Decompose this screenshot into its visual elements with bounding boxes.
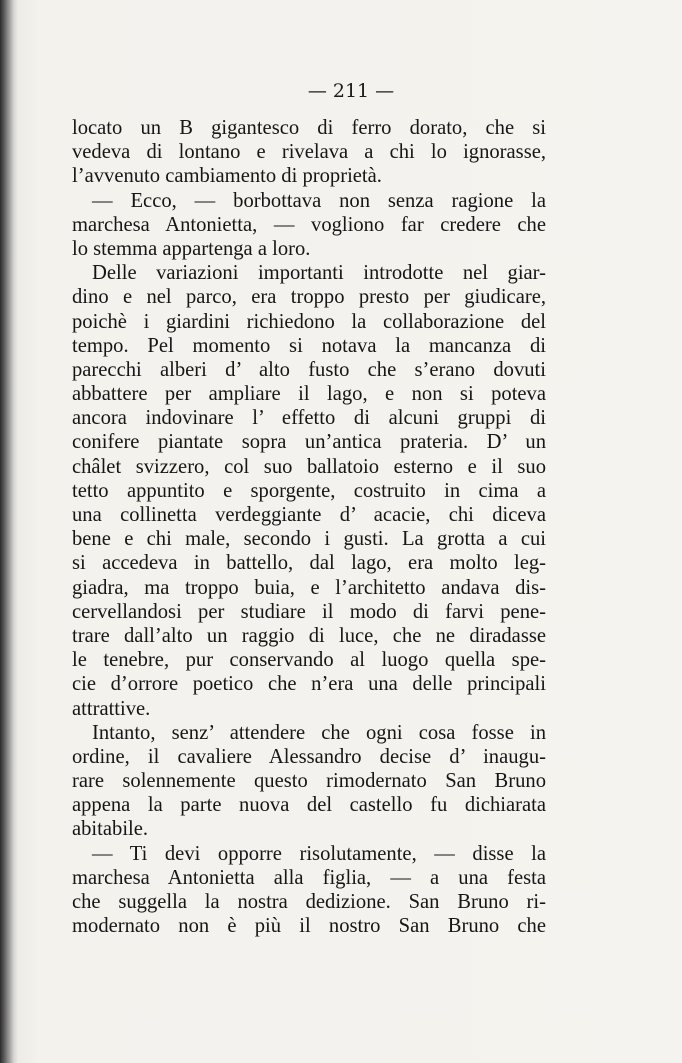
text-line: dino e nel parco, era troppo presto per giudicare,: [72, 286, 546, 309]
text-line: abitabile.: [72, 818, 149, 841]
text-line: attrattive.: [72, 697, 151, 720]
text-line: che suggella la nostra dedizione. San Bruno ri-: [72, 891, 546, 913]
text-line: châlet svizzero, col suo ballatoio esterno e il suo: [72, 455, 546, 478]
text-line: — Ti devi opporre risolutamente, — disse la: [92, 842, 546, 865]
text-line: rare solennemente questo rimodernato San Bruno: [72, 770, 546, 793]
text-line: poichè i giardini richiedono la collaborazione del: [72, 310, 546, 333]
text-line: abbattere per ampliare il lago, e non si poteva: [72, 383, 546, 406]
text-line: cie d’orrore poetico che n’era una delle principali: [72, 673, 546, 696]
page-number: — 211 —: [307, 80, 395, 102]
text-line: modernato non è più il nostro San Bruno che: [72, 915, 546, 938]
text-line: Intanto, senz’ attendere che ogni cosa fosse in: [92, 721, 546, 744]
text-line: ordine, il cavaliere Alessandro decise d’ inaugu-: [72, 745, 546, 768]
text-line: trare dall’alto un raggio di luce, che ne diradasse: [72, 624, 546, 647]
text-line: marchesa Antonietta, — vogliono far credere che: [72, 213, 546, 236]
text-line: parecchi alberi d’ alto fusto che s’erano dovuti: [72, 358, 546, 381]
text-line: appena la parte nuova del castello fu dichiarata: [72, 794, 546, 817]
text-line: l’avvenuto cambiamento di proprietà.: [72, 165, 382, 188]
text-line: bene e chi male, secondo i gusti. La grotta a cui: [72, 528, 546, 551]
text-line: giadra, ma troppo buia, e l’architetto andava dis-: [72, 576, 546, 599]
text-line: locato un B gigantesco di ferro dorato, che si: [72, 117, 546, 139]
text-line: cervellandosi per studiare il modo di farvi pene-: [72, 600, 546, 623]
text-line: lo stemma appartenga a loro.: [72, 237, 311, 260]
text-line: vedeva di lontano e rivelava a chi lo ignorasse,: [72, 141, 546, 164]
text-line: — Ecco, — borbottava non senza ragione la: [92, 189, 546, 212]
text-line: le tenebre, pur conservando al luogo quella spe-: [72, 649, 546, 672]
text-line: una collinetta verdeggiante d’ acacie, chi diceva: [72, 504, 546, 526]
text-line: marchesa Antonietta alla figlia, — a una festa: [72, 866, 546, 889]
text-line: Delle variazioni importanti introdotte nel giar-: [92, 262, 546, 285]
book-spine-shadow: [0, 0, 18, 1063]
text-line: conifere piantate sopra un’antica prateria. D’ un: [72, 431, 546, 454]
text-line: ancora indovinare l’ effetto di alcuni gruppi di: [72, 407, 546, 430]
body-text: [72, 116, 546, 938]
text-line: tetto appuntito e sporgente, costruito in cima a: [72, 479, 546, 502]
text-line: si accedeva in battello, dal lago, era molto leg-: [72, 552, 546, 575]
text-line: tempo. Pel momento si notava la mancanza di: [72, 334, 546, 357]
